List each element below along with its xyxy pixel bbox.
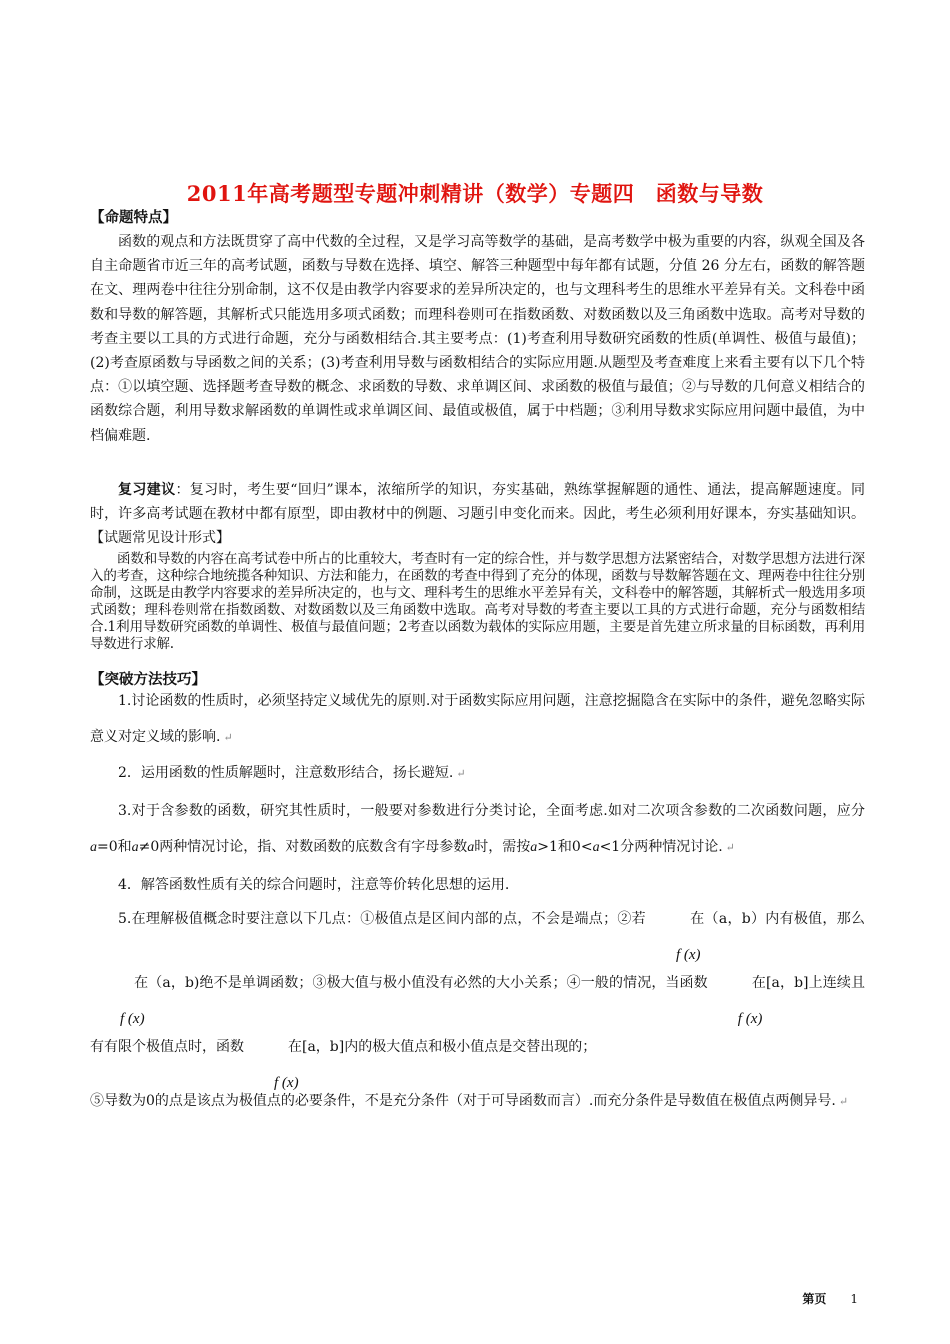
- tip-5: [90, 887, 866, 1091]
- tip-1: [90, 683, 865, 756]
- return-mark-icon: ↵: [456, 767, 466, 780]
- variable-a: a: [90, 840, 97, 855]
- tip-2: [90, 755, 865, 792]
- return-mark-icon: ↵: [223, 731, 233, 744]
- function-fx-label: f (x): [120, 1011, 145, 1027]
- tip-5-text: 在[a，b]上连续且有有限个极值点时，函数: [90, 975, 865, 1055]
- features-paragraph: 函数的观点和方法既贯穿了高中代数的全过程，又是学习高等数学的基础，是高考数学中极为重要的内容，纵观全国及各自主命题省市近三年的高考试题，函数与导数在选择、填空、解答三种题型中每年都有试题，分值 26 分左右，函数的解答题在文、理两卷中往往分别命制，这不仅是由教学内容要求的差异所决定的，也与文理科考生的思维水平差异有关。文科卷中函数和导数的解答题，其解析式只能选用多项式函数；而理科卷则可在指数函数、对数函数以及三角函数中选取。高考对导数的考查主要以工具的方式进行命题，充分与函数相结合.其主要考点：(1)考查利用导数研究函数的性质(单调性、极值与最值)；(2)考查原函数与导函数之间的关系；(3)考查利用导数与函数相结合的实际应用题.从题型及考查难度上来看主要有以下几个特点：①以填空题、选择题考查导数的概念、求函数的导数、求单调区间、求函数的极值与最值；②与导数的几何意义相结合的函数综合题，利用导数求解函数的单调性或求单调区间、最值或极值，属于中档题；③利用导数求实际应用问题中最值，为中档偏难题.: [90, 234, 865, 444]
- footer-label: 第页: [802, 1292, 827, 1306]
- page-footer: [802, 1290, 858, 1307]
- tip-5-text: 在[a，b]内的极大值点和极小值点是交替出现的；: [288, 1039, 597, 1055]
- function-fx-label: f (x): [737, 1011, 763, 1027]
- function-fx-label: f (x): [675, 947, 701, 963]
- function-fx: [90, 973, 145, 1027]
- tip-3-text: =0和: [97, 839, 132, 855]
- tip-4: 4．解答函数性质有关的综合问题时，注意等价转化思想的运用.: [118, 877, 510, 893]
- review-label: 复习建议: [118, 482, 176, 498]
- tip-3-text: <1分两种情况讨论.: [599, 839, 723, 855]
- review-text: ：复习时，考生要“回归”课本，浓缩所学的知识，夯实基础，熟练掌握解题的通性、通法，提高解题速度。同时，许多高考试题在教材中都有原型，即由教材中的例题、习题引申变化而来。因此，考生必须利用好课本，夯实基础知识。【试题常见设计形式】: [90, 482, 865, 547]
- tip-3: [90, 793, 865, 866]
- tip-3-text: 时，需按: [474, 839, 531, 855]
- variable-a: a: [131, 840, 139, 855]
- section-heading-tips: 【突破方法技巧】: [90, 671, 206, 688]
- tip-3-text: ≠0两种情况讨论，指、对数函数的底数含有字母参数: [138, 839, 468, 855]
- review-paragraph: [90, 478, 865, 551]
- page-title: 2011年高考题型专题冲刺精讲（数学）专题四 函数与导数: [186, 181, 764, 206]
- tip-5-continued: [90, 1083, 865, 1120]
- design-forms-paragraph: 函数和导数的内容在高考试卷中所占的比重较大，考查时有一定的综合性，并与数学思想方法紧密结合，对数学思想方法进行深入的考查，这种综合地统揽各种知识、方法和能力，在函数的考查中得到了充分的体现，函数与导数解答题在文、理两卷中往往分别命制，这既是由教学内容要求的差异所决定的，也与文、理科考生的思维水平差异有关，文科卷中的解答题，其解析式一般选用多项式函数；理科卷则常在指数函数、对数函数以及三角函数中选取。高考对导数的考查主要以工具的方式进行命题，充分与函数相结合.1利用导数研究函数的单调性、极值与最值问题；2考查以函数为载体的实际应用题，主要是首先建立所求量的目标函数，再利用导数进行求解.: [90, 551, 865, 652]
- return-mark-icon: ↵: [838, 1095, 849, 1108]
- page-number: 1: [850, 1292, 858, 1306]
- tip-3-text: >1和0<: [537, 839, 593, 855]
- tip-5-text: 在（a，b）内有极值，那么: [689, 911, 866, 927]
- section-heading-features: 【命题特点】: [90, 209, 177, 226]
- function-fx: [708, 973, 763, 1027]
- variable-a: a: [467, 840, 475, 855]
- function-fx-label: f (x): [274, 1075, 299, 1091]
- tip-3-text: 3.对于含参数的函数，研究其性质时，一般要对参数进行分类讨论，全面考虑.如对二次项含参数的二次函数问题，应分: [118, 803, 865, 819]
- variable-a: a: [592, 840, 600, 855]
- function-fx: [244, 1037, 299, 1091]
- tip-2-text: 2．运用函数的性质解题时，注意数形结合，扬长避短.: [118, 765, 454, 781]
- tip-5-text: ⑤导数为0的点是该点为极值点的必要条件，不是充分条件（对于可导函数而言）.而充分条件是导数值在极值点两侧异号.: [90, 1093, 836, 1109]
- variable-a: a: [530, 840, 538, 855]
- tip-1-text: 1.讨论函数的性质时，必须坚持定义域优先的原则.对于函数实际应用问题，注意挖掘隐含在实际中的条件，避免忽略实际意义对定义域的影响.: [90, 693, 865, 745]
- tip-5-text: 在（a，b)绝不是单调函数；③极大值与极小值没有必然的大小关系；④一般的情况，当函数: [134, 975, 708, 991]
- return-mark-icon: ↵: [725, 841, 735, 854]
- tip-5-text: 5.在理解极值概念时要注意以下几点：①极值点是区间内部的点，不会是端点；②若: [118, 911, 646, 927]
- function-fx: [646, 909, 701, 963]
